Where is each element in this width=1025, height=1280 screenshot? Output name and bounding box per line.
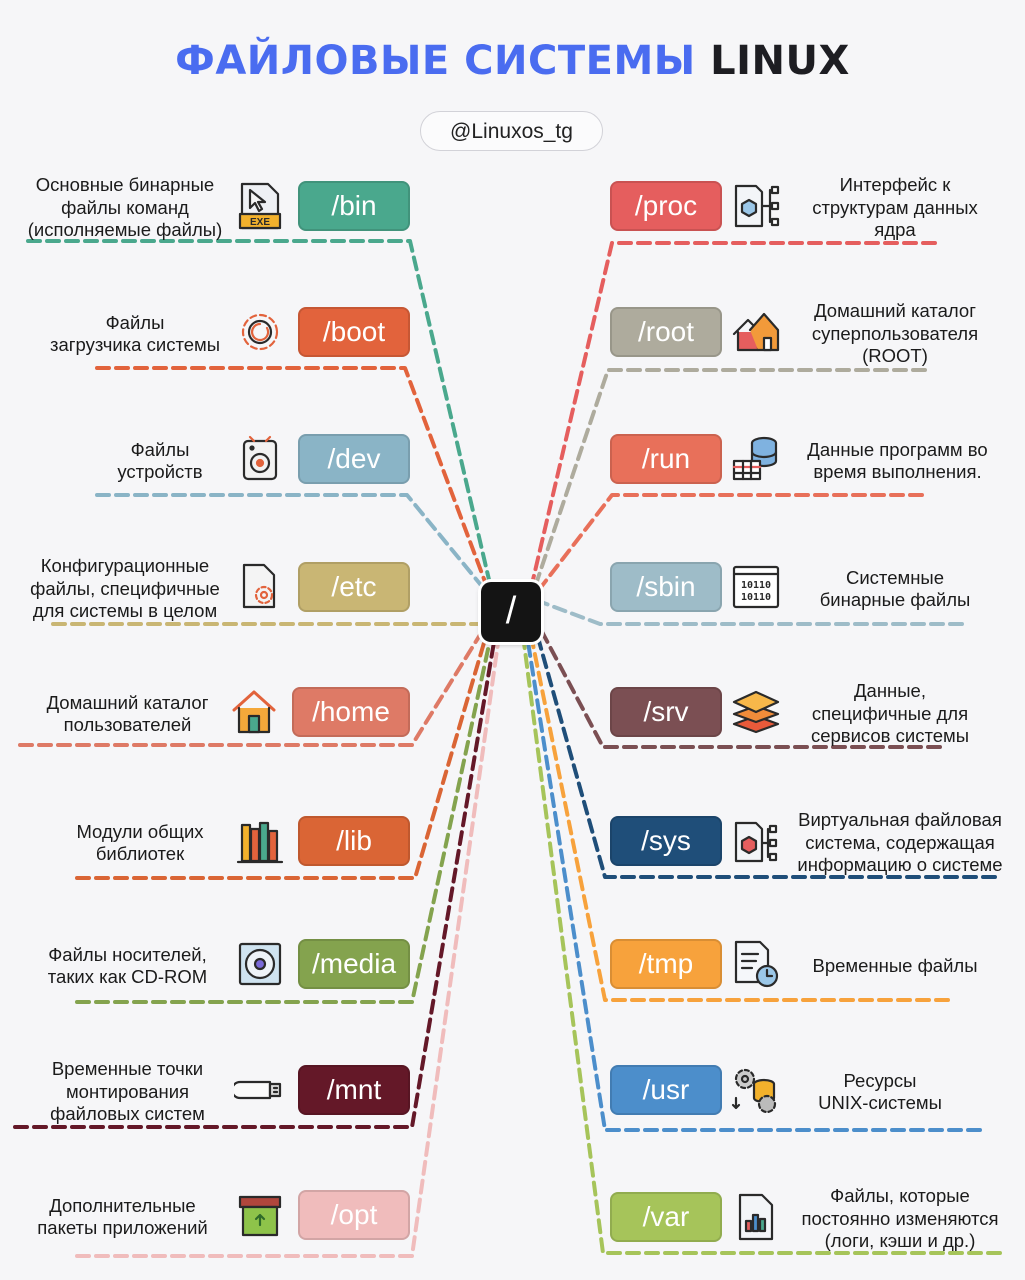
- dir-description-sys: Виртуальная файловая система, содержащая информацию о системе: [797, 809, 1003, 876]
- kernel-structure-icon: [730, 180, 782, 232]
- temp-file-clock-icon: [730, 938, 782, 990]
- dir-box-root: /root: [610, 307, 722, 357]
- dir-description-bin: Основные бинарные файлы команд (исполняемые файлы): [27, 174, 223, 241]
- speaker-device-icon: [234, 433, 286, 485]
- superuser-house-icon: [730, 306, 782, 358]
- svg-text:10110: 10110: [740, 580, 772, 591]
- dir-description-root: Домашний каталог суперпользователя (ROOT): [811, 300, 979, 367]
- dir-description-etc: Конфигурационные файлы, специфичные для системы в целом: [30, 555, 220, 622]
- title-part-1: ФАЙЛОВЫЕ СИСТЕМЫ: [175, 38, 696, 84]
- package-box-icon: [234, 1189, 286, 1241]
- page-title: [0, 38, 1025, 84]
- dir-box-etc: /etc: [298, 562, 410, 612]
- dir-description-proc: Интерфейс к структурам данных ядра: [812, 174, 978, 241]
- layers-stack-icon: [730, 686, 782, 738]
- usb-drive-icon: [234, 1064, 286, 1116]
- dir-box-lib: /lib: [298, 816, 410, 866]
- config-file-icon: [234, 561, 286, 613]
- dir-box-media: /media: [298, 939, 410, 989]
- house-icon: [228, 686, 280, 738]
- chart-file-icon: [730, 1191, 782, 1243]
- dir-description-var: Файлы, которые постоянно изменяются (логи, кэши и др.): [801, 1185, 999, 1252]
- virtual-fs-icon: [730, 815, 782, 867]
- dir-box-tmp: /tmp: [610, 939, 722, 989]
- dir-box-proc: /proc: [610, 181, 722, 231]
- dir-description-dev: Файлы устройств: [117, 438, 203, 482]
- database-table-icon: [730, 433, 782, 485]
- dir-description-tmp: Временные файлы: [812, 954, 978, 976]
- dir-description-srv: Данные, специфичные для сервисов системы: [810, 680, 970, 747]
- dir-description-media: Файлы носителей, таких как CD-ROM: [47, 943, 208, 987]
- dir-description-boot: Файлы загрузчика системы: [49, 311, 221, 355]
- root-directory-node: /: [481, 582, 541, 642]
- dir-description-mnt: Временные точки монтирования файловых систем: [50, 1058, 205, 1125]
- boot-gear-icon: [234, 306, 286, 358]
- library-books-icon: [234, 815, 286, 867]
- dir-description-home: Домашний каталог пользователей: [46, 691, 209, 735]
- dir-box-bin: /bin: [298, 181, 410, 231]
- dir-box-mnt: /mnt: [298, 1065, 410, 1115]
- dir-box-srv: /srv: [610, 687, 722, 737]
- dir-box-sbin: /sbin: [610, 562, 722, 612]
- dir-box-usr: /usr: [610, 1065, 722, 1115]
- dir-box-var: /var: [610, 1192, 722, 1242]
- dir-box-opt: /opt: [298, 1190, 410, 1240]
- dir-box-boot: /boot: [298, 307, 410, 357]
- dir-description-usr: Ресурсы UNIX-системы: [818, 1069, 942, 1113]
- binary-window-icon: [730, 561, 782, 613]
- title-part-2: LINUX: [710, 38, 850, 84]
- dir-box-sys: /sys: [610, 816, 722, 866]
- dir-box-run: /run: [610, 434, 722, 484]
- svg-text:EXE: EXE: [249, 217, 271, 228]
- dir-description-opt: Дополнительные пакеты приложений: [37, 1194, 208, 1238]
- dir-description-sbin: Системные бинарные файлы: [819, 566, 971, 610]
- dir-box-dev: /dev: [298, 434, 410, 484]
- channel-handle-badge: @Linuxos_tg: [420, 111, 603, 151]
- dir-description-lib: Модули общих библиотек: [76, 820, 204, 864]
- svg-text:10110: 10110: [740, 592, 772, 603]
- dir-description-run: Данные программ во время выполнения.: [807, 438, 988, 482]
- cd-drive-icon: [234, 938, 286, 990]
- gears-database-icon: [730, 1064, 782, 1116]
- dir-box-home: /home: [292, 687, 410, 737]
- executable-file-icon: [234, 180, 286, 232]
